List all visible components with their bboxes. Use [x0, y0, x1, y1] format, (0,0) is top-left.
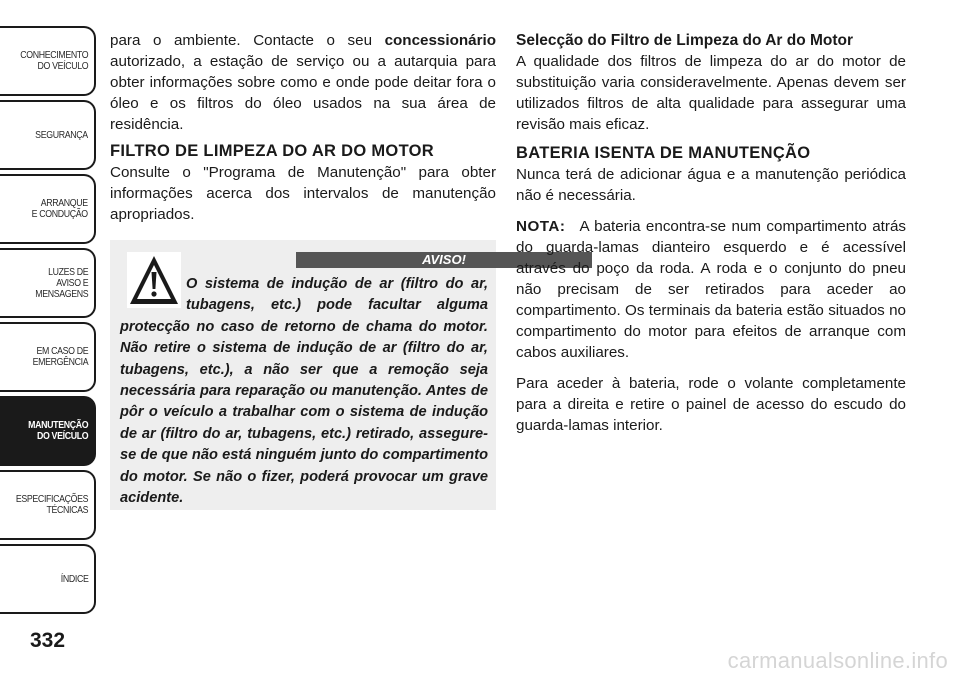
battery-access-paragraph: Para aceder à bateria, rode o volante completamente para a direita e retire o painel de acesso do escudo do guarda-lamas interior. [516, 375, 906, 434]
air-filter-heading: FILTRO DE LIMPEZA DO AR DO MOTOR [110, 142, 435, 160]
tab-conhecimento-do-veiculo[interactable] [0, 26, 96, 96]
note-text: A bateria encontra-se num compartimento atrás do guarda-lamas dianteiro esquerdo e é acessível através do poço da roda. A roda e o conjunto do pneu não precisam de ser retirados para aceder ao compartimento. Os terminais da bateria estão situados no compartimento do motor para efeitos de arranque com cabos auxiliares. [516, 218, 906, 361]
tab-label: LUZES DE AVISO E MENSAGENS [34, 266, 88, 300]
warning-box [110, 240, 496, 510]
tab-arranque-e-conducao[interactable] [0, 174, 96, 244]
warning-text: O sistema de indução de ar (filtro do ar, tubagens, etc.) pode facultar alguma protecção no caso de retorno de chama do motor. Não retire o sistema de indução de ar (filtro do ar, tubagens, etc.), a não ser que a remoção seja necessária para reparação ou manutenção. Antes de pôr o veículo a trabalhar com o sistema de indução de ar (filtro do ar, tubagens, etc.) retirado, assegure-se de que não está ninguém junto do compartimento do motor. Se não o fizer, poderá provocar um grave acidente. [120, 276, 488, 507]
tab-luzes-de-aviso[interactable] [0, 248, 96, 318]
filter-selection-body: A qualidade dos filtros de limpeza do ar do motor de substituição varia consideravelmente. Apenas devem ser utilizados filtros de alta qualidade para assegurar uma revisão mais eficaz. [516, 53, 906, 133]
note-paragraph [516, 216, 906, 363]
intro-text-continued: autorizado, a estação de serviço ou a autarquia para obter informações sobre como e onde pode deitar fora o óleo e os filtros do óleo usados na sua área de residência. [110, 53, 496, 133]
warning-text-container [120, 274, 488, 509]
tab-indice[interactable] [0, 544, 96, 614]
tab-label: ÍNDICE [60, 573, 88, 585]
filter-selection-subheading: Selecção do Filtro de Limpeza do Ar do Motor [516, 32, 854, 49]
intro-text: para o ambiente. Contacte o seu [110, 32, 385, 49]
intro-paragraph [110, 30, 496, 135]
right-column [516, 30, 906, 436]
warning-title: AVISO! [296, 252, 592, 268]
watermark: carmanualsonline.info [727, 648, 948, 673]
tab-label: EM CASO DE EMERGÊNCIA [32, 346, 88, 368]
tab-em-caso-de-emergencia[interactable] [0, 322, 96, 392]
air-filter-body: Consulte o "Programa de Manutenção" para obter informações acerca dos intervalos de manutenção apropriados. [110, 164, 496, 223]
note-label: NOTA: [516, 218, 566, 235]
intro-bold-text: concessionário [384, 32, 496, 49]
tab-especificacoes-tecnicas[interactable] [0, 470, 96, 540]
tab-label: ESPECIFICAÇÕES TÉCNICAS [15, 494, 88, 516]
battery-heading: BATERIA ISENTA DE MANUTENÇÃO [516, 144, 811, 162]
tab-label: CONHECIMENTO DO VEÍCULO [20, 50, 88, 72]
tab-manutencao-do-veiculo[interactable] [0, 396, 96, 466]
battery-body: Nunca terá de adicionar água e a manutenção periódica não é necessária. [516, 166, 906, 204]
left-column [110, 30, 496, 225]
tab-label: SEGURANÇA [35, 129, 88, 141]
tab-seguranca[interactable] [0, 100, 96, 170]
tab-label: ARRANQUE E CONDUÇÃO [31, 198, 88, 220]
tab-label: MANUTENÇÃO DO VEÍCULO [27, 420, 88, 442]
page-number: 332 [30, 629, 66, 652]
